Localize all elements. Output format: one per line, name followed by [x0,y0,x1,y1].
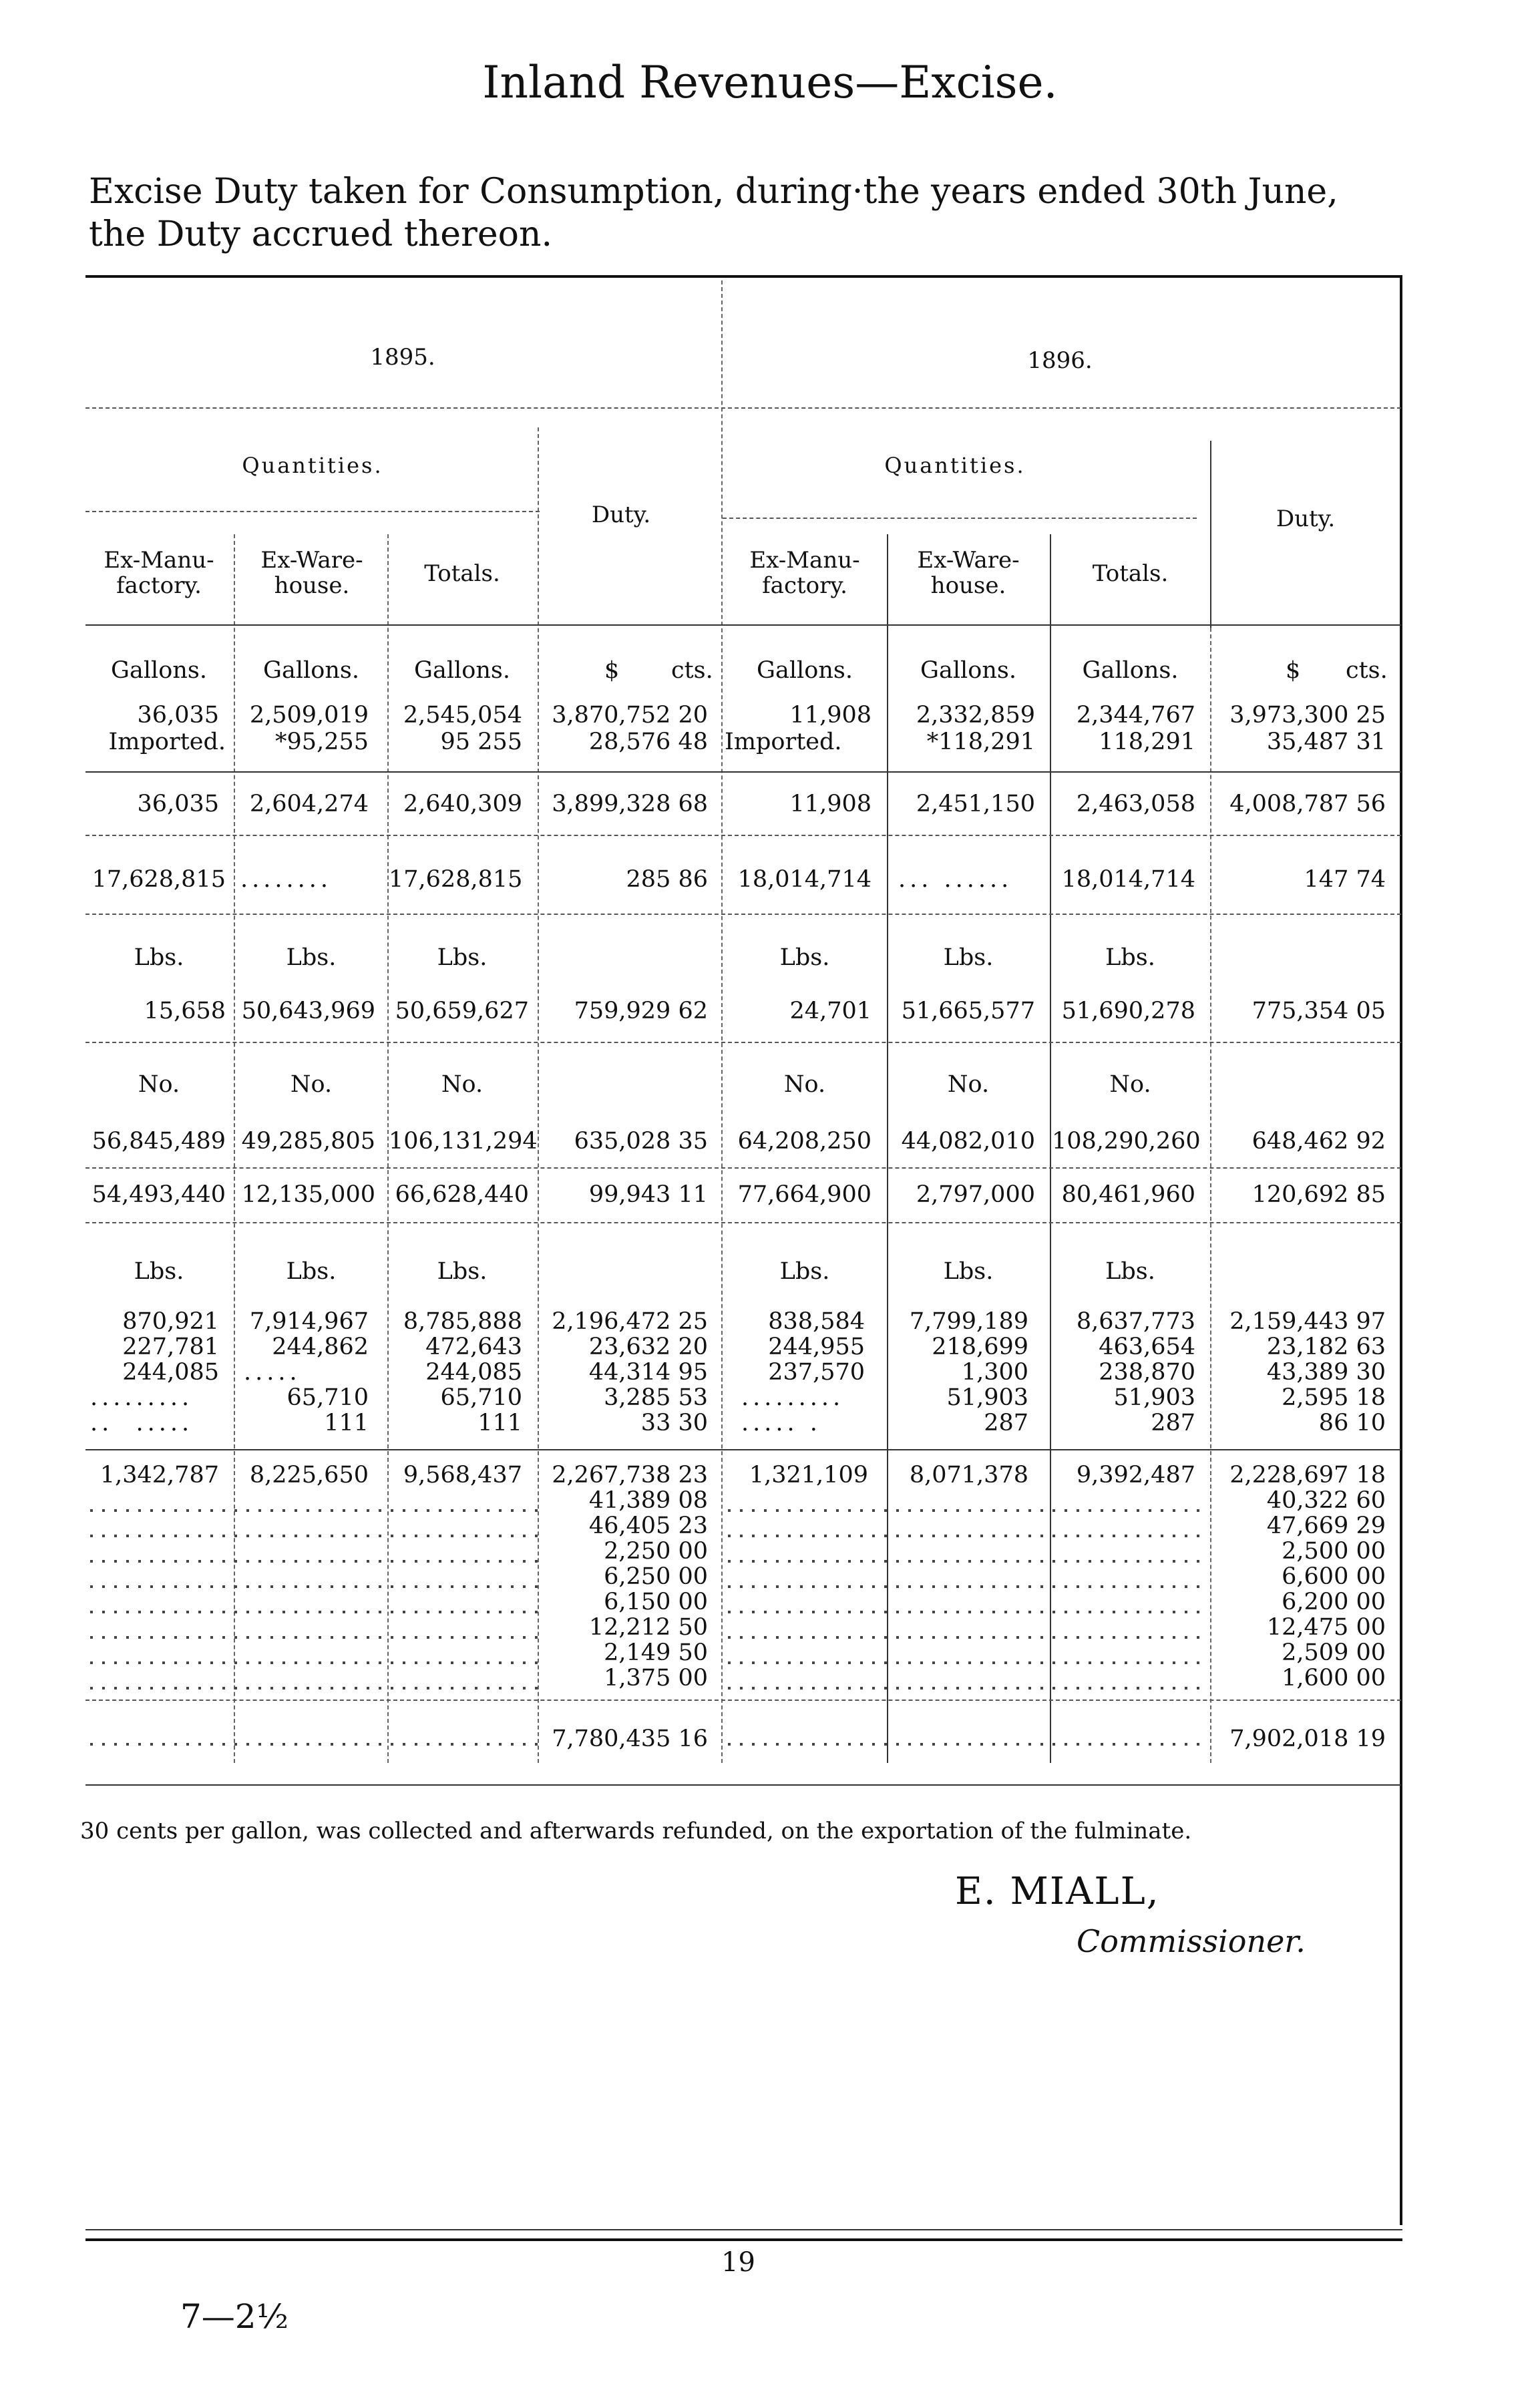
table-cell: 2,344,767 [1076,702,1195,729]
col-sep [1210,628,1211,1763]
table-cell: 2,463,058 [1076,791,1195,817]
table-cell: 118,291 [1099,729,1195,755]
table-cell: 47,669 29 [1266,1513,1386,1539]
grand-total-1895: 7,780,435 16 [552,1726,708,1752]
table-cell: 2,149 50 [604,1639,708,1666]
table-cell: *95,255 [275,729,369,755]
table-cell: 54,493,440 [91,1181,226,1208]
page-title: Inland Revenues—Excise. [482,57,1058,108]
table-cell: 12,475 00 [1266,1614,1386,1641]
table-cell: 23,632 20 [588,1334,708,1360]
table-cell: 2,159,443 97 [1229,1308,1386,1335]
table-cell: 108,290,260 [1052,1128,1201,1155]
table-cell: 244,955 [768,1334,865,1360]
table-cell: 106,131,294 [389,1128,538,1155]
table-cell: 56,845,489 [91,1128,226,1155]
table-cell: 120,692 85 [1252,1181,1386,1208]
table-cell: 65,710 [286,1384,369,1411]
unit-label: Lbs. [1105,944,1155,971]
table-cell: 2,509,019 [249,702,369,729]
quantities-rule-1896 [723,518,1197,519]
table-cell: 40,322 60 [1266,1487,1386,1514]
caption-line-2: the Duty accrued thereon. [89,214,552,254]
table-cell: 6,200 00 [1282,1589,1386,1615]
table-cell: ... ...... [898,866,1013,893]
unit-label: No. [290,1071,333,1098]
table-cell: 6,600 00 [1282,1563,1386,1590]
table-cell: 7,799,189 [909,1308,1028,1335]
unit-label: Lbs. [437,944,488,971]
table-caption [89,170,1431,256]
table-cell: 18,014,714 [1061,866,1195,893]
table-right-rule [1400,275,1402,2225]
table-cell: 11,908 [789,702,872,729]
dot-leaders-total [728,1743,1205,1746]
unit-label: $ [1286,657,1301,684]
table-cell: 80,461,960 [1061,1181,1195,1208]
table-cell: 2,595 18 [1282,1384,1386,1411]
table-cell: 65,710 [440,1384,522,1411]
table-cell: 635,028 35 [574,1128,708,1155]
bottom-rule [85,2229,1402,2230]
unit-label: No. [1109,1071,1151,1098]
table-cell: 99,943 11 [588,1181,708,1208]
year-divider [721,280,723,1763]
unit-label: Lbs. [286,944,337,971]
table-cell: 28,576 48 [588,729,708,755]
page-number: 19 [721,2247,755,2278]
table-cell: 64,208,250 [737,1128,872,1155]
table-cell: 8,225,650 [249,1462,369,1488]
table-cell: 44,082,010 [901,1128,1035,1155]
unit-label: No. [783,1071,826,1098]
unit-label: Lbs. [134,1258,184,1285]
row-rule [85,1449,1401,1450]
row-rule [85,771,1401,773]
duty-header-1895: Duty. [591,502,651,528]
dot-leaders-1896 [728,1489,1205,1690]
table-cell: 12,212 50 [588,1614,708,1641]
unit-label: Lbs. [134,944,184,971]
dot-leaders-total [90,1743,538,1746]
table-cell: ........ [240,866,333,893]
table-cell: 2,196,472 25 [552,1308,708,1335]
bottom-rule-thick [85,2238,1402,2241]
duty-col-rule-1896 [1210,441,1211,628]
table-cell: 18,014,714 [737,866,872,893]
table-cell: 287 [984,1410,1028,1436]
table-cell: 50,659,627 [395,998,529,1024]
table-cell: 3,973,300 25 [1229,702,1386,729]
table-cell: 244,862 [272,1334,369,1360]
table-cell: 2,604,274 [249,791,369,817]
unit-label: Gallons. [414,657,510,684]
table-cell: 12,135,000 [241,1181,375,1208]
table-cell: 95 255 [440,729,522,755]
table-cell: 49,285,805 [241,1128,375,1155]
table-cell: ..... [244,1359,301,1386]
table-cell: 1,342,787 [100,1462,219,1488]
col-totals-1895: Totals. [424,560,500,587]
table-cell: 2,797,000 [916,1181,1035,1208]
table-cell: 2,545,054 [403,702,522,729]
table-cell: 33 30 [640,1410,708,1436]
sheet-signature: 7—2½ [180,2297,289,2336]
row-rule [85,1700,1401,1701]
table-cell: 1,300 [961,1359,1028,1386]
table-cell: 147 74 [1304,866,1386,893]
table-cell: 66,628,440 [395,1181,529,1208]
unit-label: Gallons. [263,657,359,684]
table-cell: 838,584 [768,1308,865,1335]
table-cell: .. ..... [90,1410,194,1436]
caption-line-1: Excise Duty taken for Consumption, during·the years ended 30th June, [89,172,1338,212]
table-cell: 43,389 30 [1266,1359,1386,1386]
table-cell: 218,699 [932,1334,1028,1360]
table-cell: 8,071,378 [909,1462,1028,1488]
table-cell: ......... [90,1384,194,1411]
table-cell: 35,487 31 [1266,729,1386,755]
table-cell: 2,509 00 [1282,1639,1386,1666]
table-cell: 2,228,697 18 [1229,1462,1386,1488]
table-cell: 7,914,967 [249,1308,369,1335]
table-cell: 2,500 00 [1282,1538,1386,1565]
table-cell: ......... [741,1384,845,1411]
table-cell: 41,389 08 [588,1487,708,1514]
quantities-header-1895: Quantities. [242,453,383,478]
table-cell: 24,701 [789,998,872,1024]
unit-label: Lbs. [943,1258,994,1285]
table-cell: 1,600 00 [1282,1665,1386,1692]
table-cell: 2,250 00 [604,1538,708,1565]
table-cell: 775,354 05 [1252,998,1386,1024]
unit-label: Lbs. [1105,1258,1155,1285]
row-rule [85,1042,1401,1043]
unit-label: $ [604,657,620,684]
table-cell: 9,568,437 [403,1462,522,1488]
unit-label: No. [138,1071,180,1098]
table-cell: 111 [477,1410,522,1436]
table-cell: 472,643 [425,1334,522,1360]
unit-label: Gallons. [1082,657,1179,684]
unit-label: cts. [671,657,713,684]
quantities-header-1896: Quantities. [884,453,1026,478]
table-cell: Imported. [108,729,226,755]
unit-label: Lbs. [437,1258,488,1285]
table-cell: 244,085 [122,1359,219,1386]
table-cell: 3,870,752 20 [552,702,708,729]
table-cell: 285 86 [626,866,708,893]
table-cell: 8,637,773 [1076,1308,1195,1335]
col-totals-1896: Totals. [1092,560,1169,587]
table-cell: 287 [1151,1410,1195,1436]
unit-label: cts. [1346,657,1388,684]
table-cell: 1,321,109 [749,1462,868,1488]
col-ex-manufactory-1896: Ex-Manu- factory. [749,547,860,599]
unit-label: No. [947,1071,990,1098]
unit-label: Gallons. [920,657,1016,684]
table-cell: 648,462 92 [1252,1128,1386,1155]
unit-label: Gallons. [111,657,207,684]
table-cell: 227,781 [122,1334,219,1360]
table-cell: 46,405 23 [588,1513,708,1539]
table-cell: 111 [324,1410,369,1436]
signatory-title: Commissioner. [1077,1923,1306,1959]
table-cell: 51,903 [946,1384,1028,1411]
signatory-name: E. MIALL, [955,1870,1160,1913]
table-cell: 23,182 63 [1266,1334,1386,1360]
table-cell: 3,285 53 [604,1384,708,1411]
table-cell: 759,929 62 [574,998,708,1024]
table-cell: 36,035 [137,791,219,817]
col-ex-warehouse-1895: Ex-Ware- house. [260,547,363,599]
table-cell: 15,658 [144,998,226,1024]
footnote: 30 cents per gallon, was collected and afterwards refunded, on the exportation of the fulminate. [80,1818,1192,1844]
table-cell: 2,332,859 [916,702,1035,729]
duty-header-1896: Duty. [1276,506,1336,532]
col-ex-warehouse-1896: Ex-Ware- house. [917,547,1020,599]
table-cell: 8,785,888 [403,1308,522,1335]
table-cell: *118,291 [926,729,1035,755]
header-rule [85,624,1401,626]
table-bottom-rule [85,1784,1401,1786]
dot-leaders-1895 [90,1489,538,1690]
table-cell: 1,375 00 [604,1665,708,1692]
table-cell: 17,628,815 [389,866,523,893]
row-rule [85,914,1401,915]
quantities-rule-1895 [85,511,540,512]
table-cell: 9,392,487 [1076,1462,1195,1488]
table-cell: 11,908 [789,791,872,817]
year-rule [85,407,1401,409]
table-cell: 463,654 [1099,1334,1195,1360]
col-sep [538,427,539,1763]
table-cell: 238,870 [1099,1359,1195,1386]
table-cell: 77,664,900 [737,1181,872,1208]
unit-label: Gallons. [757,657,853,684]
row-rule [85,835,1401,836]
year-1896: 1896. [1027,347,1093,374]
unit-label: Lbs. [943,944,994,971]
table-cell: 3,899,328 68 [552,791,708,817]
table-cell: 51,690,278 [1061,998,1195,1024]
table-cell: ..... . [741,1410,821,1436]
unit-label: Lbs. [286,1258,337,1285]
table-cell: 6,250 00 [604,1563,708,1590]
table-cell: 50,643,969 [241,998,375,1024]
table-cell: 4,008,787 56 [1229,791,1386,817]
year-1895: 1895. [370,344,435,371]
table-cell: 51,665,577 [901,998,1035,1024]
table-cell: Imported. [725,729,842,755]
col-ex-manufactory-1895: Ex-Manu- factory. [104,547,214,599]
unit-label: Lbs. [779,944,830,971]
table-cell: 17,628,815 [91,866,226,893]
table-cell: 6,150 00 [604,1589,708,1615]
row-rule [85,1167,1401,1169]
table-top-rule [85,275,1402,278]
unit-label: Lbs. [779,1258,830,1285]
table-cell: 870,921 [122,1308,219,1335]
table-cell: 237,570 [768,1359,865,1386]
table-cell: 2,267,738 23 [552,1462,708,1488]
table-cell: 36,035 [137,702,219,729]
row-rule [85,1222,1401,1223]
unit-label: No. [441,1071,484,1098]
table-cell: 44,314 95 [588,1359,708,1386]
table-cell: 244,085 [425,1359,522,1386]
table-cell: 86 10 [1318,1410,1386,1436]
grand-total-1896: 7,902,018 19 [1229,1726,1386,1752]
table-cell: 51,903 [1113,1384,1195,1411]
table-cell: 2,451,150 [916,791,1035,817]
table-cell: 2,640,309 [403,791,522,817]
